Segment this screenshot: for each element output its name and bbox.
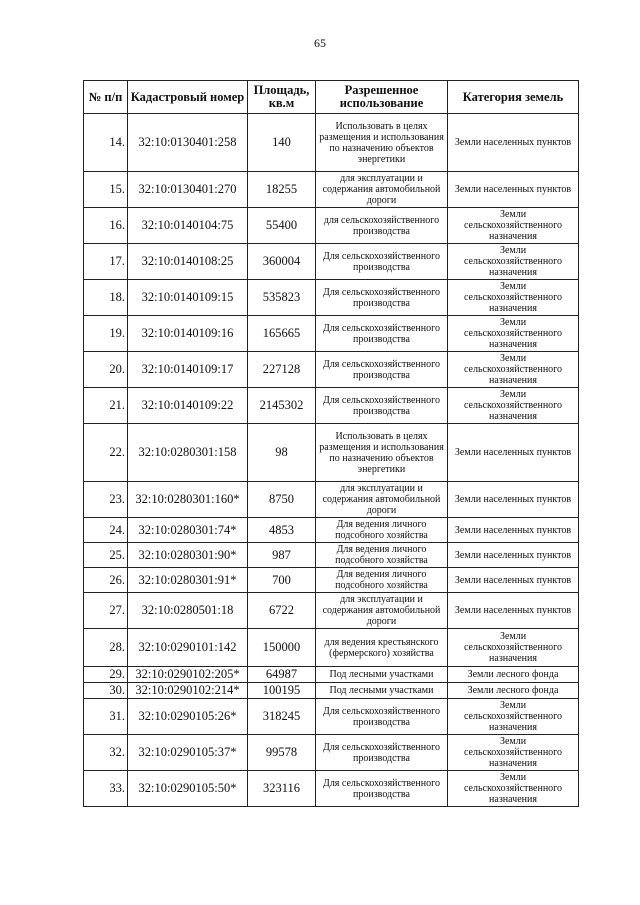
table-row [84,114,579,172]
table-row [84,629,579,667]
cell-use: для сельскохозяйственного производства [316,208,448,244]
cell-cadastral: 32:10:0290105:50* [128,771,248,807]
cell-cadastral: 32:10:0290101:142 [128,629,248,667]
table-row [84,699,579,735]
cell-category: Земли населенных пунктов [448,424,579,482]
cell-num: 16. [84,208,128,244]
cell-num: 23. [84,482,128,518]
header-area: Площадь, кв.м [248,81,316,114]
cell-use: Для сельскохозяйственного производства [316,280,448,316]
cell-num: 25. [84,543,128,568]
cell-area: 535823 [248,280,316,316]
cell-category: Земли сельскохозяйственного назначения [448,388,579,424]
cell-num: 30. [84,683,128,699]
cell-area: 100195 [248,683,316,699]
cell-use: для эксплуатации и содержания автомобильной дороги [316,482,448,518]
cell-cadastral: 32:10:0290102:205* [128,667,248,683]
cell-area: 8750 [248,482,316,518]
cell-use: Для сельскохозяйственного производства [316,244,448,280]
cell-num: 29. [84,667,128,683]
cell-num: 20. [84,352,128,388]
cell-area: 140 [248,114,316,172]
cell-use: Для ведения личного подсобного хозяйства [316,568,448,593]
header-use: Разрешенное использование [316,81,448,114]
cell-category: Земли сельскохозяйственного назначения [448,771,579,807]
cell-area: 18255 [248,172,316,208]
table-row [84,771,579,807]
land-plots-table [83,80,579,807]
table-row [84,208,579,244]
cell-area: 360004 [248,244,316,280]
cell-use: Для ведения личного подсобного хозяйства [316,543,448,568]
cell-num: 22. [84,424,128,482]
cell-cadastral: 32:10:0280301:160* [128,482,248,518]
cell-use: Для ведения личного подсобного хозяйства [316,518,448,543]
header-cadastral: Кадастровый номер [128,81,248,114]
table-row [84,172,579,208]
cell-area: 64987 [248,667,316,683]
cell-num: 24. [84,518,128,543]
cell-area: 4853 [248,518,316,543]
cell-num: 19. [84,316,128,352]
cell-cadastral: 32:10:0290102:214* [128,683,248,699]
cell-use: Для сельскохозяйственного производства [316,316,448,352]
cell-category: Земли сельскохозяйственного назначения [448,316,579,352]
cell-num: 33. [84,771,128,807]
cell-cadastral: 32:10:0140104:75 [128,208,248,244]
cell-cadastral: 32:10:0280301:91* [128,568,248,593]
cell-area: 165665 [248,316,316,352]
cell-area: 98 [248,424,316,482]
header-category: Категория земель [448,81,579,114]
cell-use: Для сельскохозяйственного производства [316,771,448,807]
cell-num: 28. [84,629,128,667]
cell-num: 27. [84,593,128,629]
cell-area: 55400 [248,208,316,244]
cell-category: Земли лесного фонда [448,683,579,699]
cell-area: 99578 [248,735,316,771]
page-number: 65 [314,36,326,50]
cell-cadastral: 32:10:0290105:37* [128,735,248,771]
cell-use: Для сельскохозяйственного производства [316,699,448,735]
cell-category: Земли населенных пунктов [448,114,579,172]
cell-num: 14. [84,114,128,172]
cell-cadastral: 32:10:0140108:25 [128,244,248,280]
table-row [84,280,579,316]
cell-category: Земли населенных пунктов [448,172,579,208]
cell-use: Использовать в целях размещения и использования по назначению объектов энергетики [316,114,448,172]
cell-cadastral: 32:10:0130401:258 [128,114,248,172]
cell-num: 17. [84,244,128,280]
table-row [84,543,579,568]
cell-category: Земли сельскохозяйственного назначения [448,280,579,316]
cell-use: для ведения крестьянского (фермерского) хозяйства [316,629,448,667]
cell-area: 318245 [248,699,316,735]
cell-category: Земли сельскохозяйственного назначения [448,699,579,735]
cell-category: Земли населенных пунктов [448,543,579,568]
cell-use: для эксплуатации и содержания автомобильной дороги [316,593,448,629]
cell-use: Для сельскохозяйственного производства [316,388,448,424]
table-row [84,482,579,518]
cell-cadastral: 32:10:0130401:270 [128,172,248,208]
cell-num: 21. [84,388,128,424]
cell-category: Земли населенных пунктов [448,518,579,543]
cell-use: Для сельскохозяйственного производства [316,352,448,388]
cell-category: Земли сельскохозяйственного назначения [448,208,579,244]
cell-area: 323116 [248,771,316,807]
cell-area: 150000 [248,629,316,667]
cell-num: 15. [84,172,128,208]
cell-cadastral: 32:10:0140109:16 [128,316,248,352]
cell-area: 987 [248,543,316,568]
cell-cadastral: 32:10:0280501:18 [128,593,248,629]
cell-use: Использовать в целях размещения и использования по назначению объектов энергетики [316,424,448,482]
cell-use: Под лесными участками [316,667,448,683]
cell-cadastral: 32:10:0280301:74* [128,518,248,543]
header-num: № п/п [84,81,128,114]
cell-cadastral: 32:10:0280301:158 [128,424,248,482]
cell-num: 31. [84,699,128,735]
cell-category: Земли населенных пунктов [448,482,579,518]
table-row [84,388,579,424]
table-row [84,316,579,352]
cell-cadastral: 32:10:0290105:26* [128,699,248,735]
cell-area: 700 [248,568,316,593]
table-row [84,667,579,683]
table-row [84,735,579,771]
table-row [84,593,579,629]
cell-use: для эксплуатации и содержания автомобильной дороги [316,172,448,208]
table-row [84,244,579,280]
cell-cadastral: 32:10:0280301:90* [128,543,248,568]
table-row [84,568,579,593]
cell-category: Земли сельскохозяйственного назначения [448,352,579,388]
cell-use: Для сельскохозяйственного производства [316,735,448,771]
cell-category: Земли населенных пунктов [448,593,579,629]
cell-use: Под лесными участками [316,683,448,699]
cell-cadastral: 32:10:0140109:17 [128,352,248,388]
cell-cadastral: 32:10:0140109:15 [128,280,248,316]
table-row [84,424,579,482]
cell-num: 18. [84,280,128,316]
cell-area: 6722 [248,593,316,629]
table-row [84,683,579,699]
cell-cadastral: 32:10:0140109:22 [128,388,248,424]
table-row [84,352,579,388]
table-header-row [84,81,579,114]
cell-category: Земли лесного фонда [448,667,579,683]
cell-num: 32. [84,735,128,771]
cell-area: 2145302 [248,388,316,424]
cell-area: 227128 [248,352,316,388]
cell-category: Земли сельскохозяйственного назначения [448,629,579,667]
cell-category: Земли населенных пунктов [448,568,579,593]
cell-category: Земли сельскохозяйственного назначения [448,735,579,771]
cell-category: Земли сельскохозяйственного назначения [448,244,579,280]
table-row [84,518,579,543]
cell-num: 26. [84,568,128,593]
